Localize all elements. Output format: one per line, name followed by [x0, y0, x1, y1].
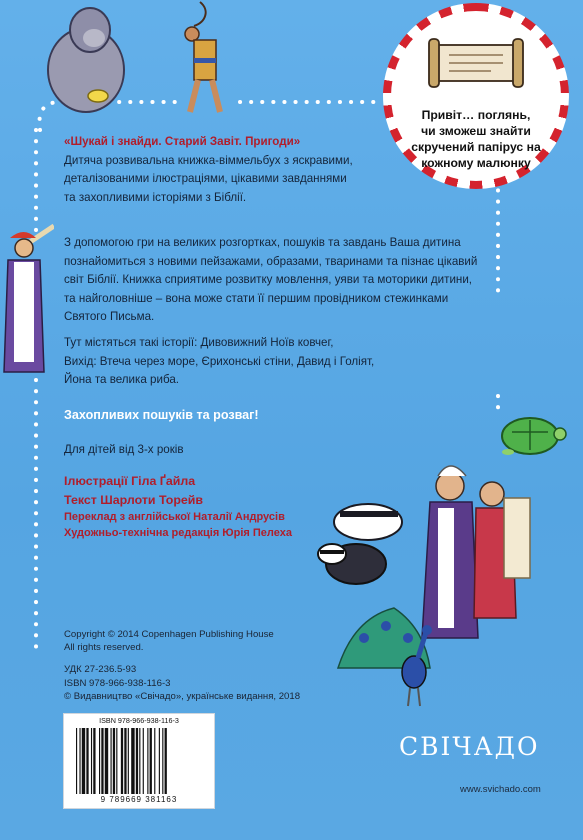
barcode-stripe — [101, 728, 103, 794]
description-line: та найголовніше – вона може стати її першим провідником стежинками — [64, 291, 449, 305]
website-link[interactable]: www.svichado.com — [460, 784, 541, 795]
barcode-stripe — [99, 728, 100, 794]
publisher-line: © Видавництво «Свічадо», українське видання, 2018 — [64, 690, 301, 702]
barcode-digits: 9 789669 381163 — [100, 795, 178, 804]
scroll-icon — [425, 31, 527, 95]
barcode — [63, 713, 215, 809]
gorilla-illustration — [40, 0, 130, 118]
barcode-stripe — [121, 728, 123, 794]
barcode-stripe — [128, 728, 129, 794]
barcode-stripe — [124, 728, 126, 794]
udk-line: УДК 27-236.5-93 — [64, 664, 137, 676]
barcode-isbn-label: ISBN 978-966-938-116-3 — [99, 716, 179, 725]
stories-line: Тут містяться такі історії: Дивовижний Ноїв ковчег, — [64, 336, 334, 349]
description-block — [64, 234, 477, 327]
barcode-stripe — [82, 728, 85, 794]
barcode-stripe — [154, 728, 155, 794]
author-credit: Текст Шарлоти Торейв — [64, 493, 204, 507]
description-line: З допомогою гри на великих розгортках, пошуків та завдань Ваша дитина — [64, 236, 461, 249]
book-title: «Шукай і знайди. Старий Завіт. Пригоди» — [64, 135, 301, 148]
barcode-stripe — [162, 728, 163, 794]
isbn-line: ISBN 978-966-938-116-3 — [64, 677, 171, 689]
rights-line: All rights reserved. — [64, 642, 144, 654]
stories-block — [64, 334, 374, 390]
barcode-stripe — [150, 728, 152, 794]
illustrator-credit: Ілюстрації Гіла Ґайла — [64, 474, 196, 488]
barcode-stripe — [159, 728, 160, 794]
intro-line: Дитяча розвивальна книжка-віммельбух з яскравими, — [64, 153, 353, 167]
barcode-stripe — [136, 728, 138, 794]
badge-inner — [391, 11, 561, 181]
barcode-bars — [76, 728, 202, 794]
credits-block — [64, 472, 292, 541]
badgers-illustration — [310, 492, 415, 592]
badge-text — [391, 107, 561, 171]
barcode-stripe — [76, 728, 77, 794]
barcode-stripe — [165, 728, 167, 794]
editor-credit: Художньо-технічна редакція Юрія Пелеха — [64, 526, 292, 539]
copyright-block — [64, 628, 300, 703]
intro-line: та захопливими історіями з Біблії. — [64, 190, 247, 204]
badge-line: скручений папірус на — [411, 140, 541, 154]
barcode-stripe — [113, 728, 115, 794]
barcode-stripe — [79, 728, 80, 794]
copyright-line: Copyright © 2014 Copenhagen Publishing House — [64, 629, 274, 640]
whip-man-illustration — [170, 0, 250, 118]
translator-credit: Переклад з англійської Наталії Андрусів — [64, 511, 285, 523]
barcode-stripe — [91, 728, 92, 794]
description-line: Святого Письма. — [64, 310, 155, 324]
speech-bubble-badge — [383, 3, 569, 189]
stories-line: Вихід: Втеча через море, Єрихонські стіни, Давид і Голіят, — [64, 354, 375, 368]
intro-line: деталізованими ілюстраціями, цікавими завданнями — [64, 172, 347, 186]
barcode-stripe — [116, 728, 117, 794]
barcode-stripe — [111, 728, 112, 794]
description-line: познайомиться з новими пейзажами, образами, тваринами та пізнає цікавий — [64, 254, 478, 268]
barcode-stripe — [131, 728, 134, 794]
barcode-stripe — [93, 728, 95, 794]
barcode-stripe — [105, 728, 108, 794]
barcode-stripe — [139, 728, 140, 794]
badge-line: чи зможеш знайти — [421, 124, 531, 138]
publisher-logo: СВІЧАДО — [399, 732, 540, 761]
stories-line: Йона та велика риба. — [64, 373, 179, 387]
intro-block — [64, 133, 353, 207]
turtle-illustration — [490, 410, 568, 460]
fun-wish: Захопливих пошуків та розваг! — [64, 408, 259, 422]
peacock-illustration — [334, 598, 444, 708]
barcode-stripe — [86, 728, 88, 794]
description-line: світ Біблії. Книжка сприятиме розвитку мовлення, уяви та моторики дитини, — [64, 273, 473, 287]
age-recommendation: Для дітей від 3-х років — [64, 443, 184, 456]
badge-line: кожному малюнку — [421, 156, 531, 170]
horn-blower-illustration — [0, 222, 54, 382]
barcode-stripe — [143, 728, 144, 794]
barcode-stripe — [147, 728, 148, 794]
badge-line: Привіт… поглянь, — [421, 108, 531, 122]
